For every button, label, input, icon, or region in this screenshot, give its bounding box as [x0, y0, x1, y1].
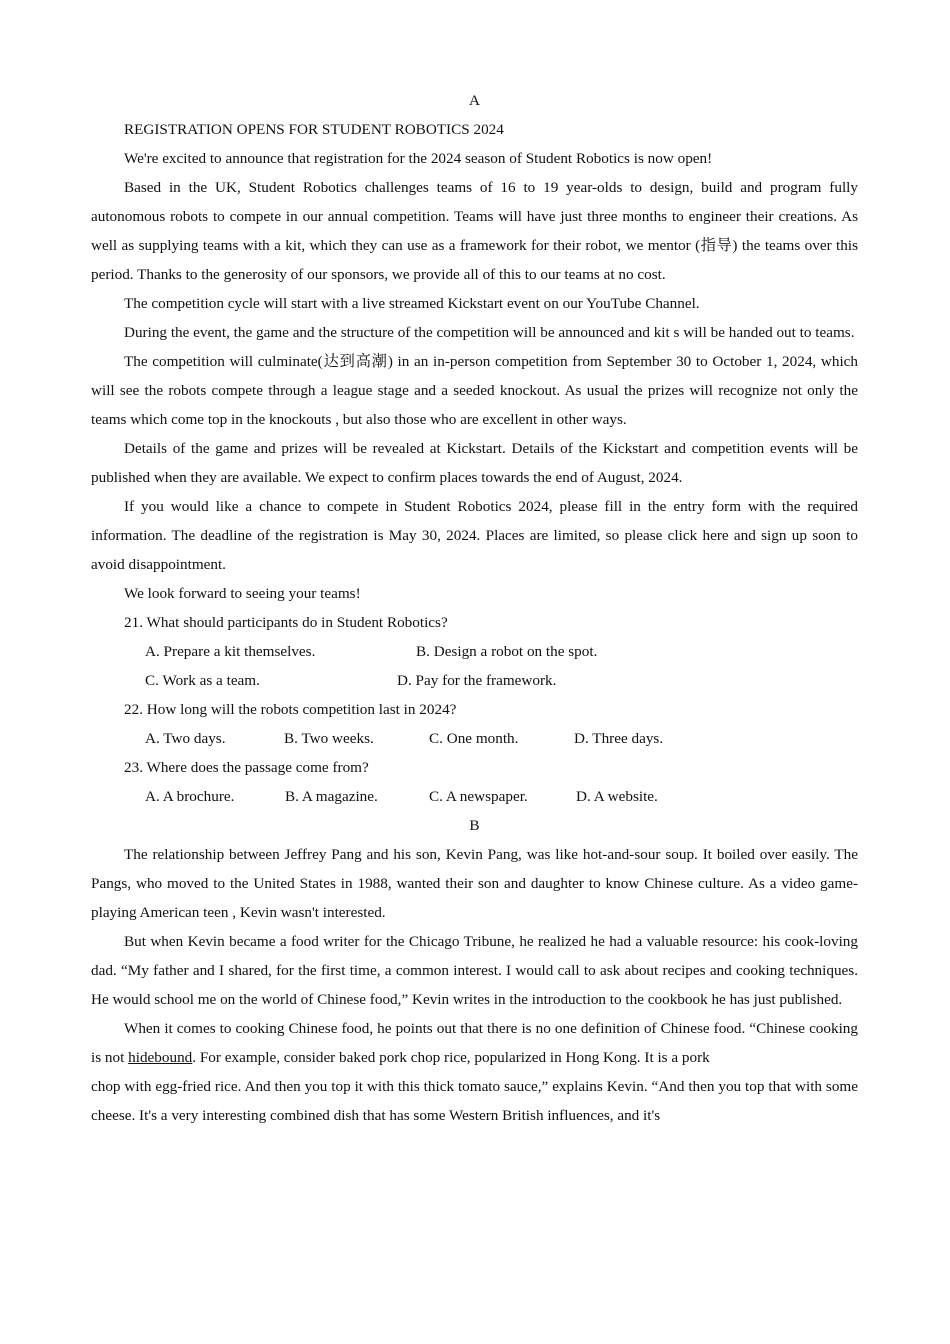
option-d: D. A website. [576, 788, 658, 805]
question-21-options-row1 [91, 637, 858, 666]
option-a: A. A brochure. [145, 788, 235, 805]
paragraph: The competition cycle will start with a live streamed Kickstart event on our YouTube Channel. [124, 295, 700, 312]
option-b: B. A magazine. [285, 788, 378, 805]
question-22-options [91, 724, 858, 753]
paragraph: But when Kevin became a food writer for the Chicago Tribune, he realized he had a valuable resource: his cook-loving dad. “My father and I shared, for the first time, a common interest. I would call to ask about recipes and cooking techniques. He would school me on the world of Chinese food,” Kevin writes in the introduction to the cookbook he has just published. [91, 933, 858, 1008]
question-22: 22. How long will the robots competition last in 2024? [124, 701, 457, 718]
option-c: C. One month. [429, 730, 519, 747]
section-b-heading: B [469, 817, 480, 834]
paragraph-continuation: chop with egg-fried rice. And then you top it with this thick tomato sauce,” explains Kevin. “And then you top that with some cheese. It's a very interesting combined dish that has some Western British influences, and it's [91, 1078, 858, 1124]
question-21-options-row2 [91, 666, 858, 695]
option-d: D. Pay for the framework. [397, 672, 557, 689]
article-title: REGISTRATION OPENS FOR STUDENT ROBOTICS 2024 [124, 121, 504, 138]
option-d: D. Three days. [574, 730, 664, 747]
section-a-heading: A [469, 92, 480, 109]
paragraph: The competition will culminate(达到高潮) in an in-person competition from September 30 to October 1, 2024, which will see the robots compete through a league stage and a seeded knockout. As usual the prizes will recognize not only the teams which come top in the knockouts , but also those who are excellent in other ways. [91, 353, 858, 428]
option-c: C. Work as a team. [145, 672, 260, 689]
question-23: 23. Where does the passage come from? [124, 759, 369, 776]
paragraph: During the event, the game and the structure of the competition will be announced and kit s will be handed out to teams. [124, 324, 855, 341]
paragraph: The relationship between Jeffrey Pang and his son, Kevin Pang, was like hot-and-sour soup. It boiled over easily. The Pangs, who moved to the United States in 1988, wanted their son and daughter to know Chinese culture. As a video game-playing American teen , Kevin wasn't interested. [91, 846, 858, 921]
option-a: A. Two days. [145, 730, 226, 747]
underlined-word: hidebound [128, 1049, 193, 1066]
document-page [91, 86, 858, 1130]
paragraph: If you would like a chance to compete in Student Robotics 2024, please fill in the entry form with the required information. The deadline of the registration is May 30, 2024. Places are limited, so please click here and sign up soon to avoid disappointment. [91, 498, 858, 573]
option-a: A. Prepare a kit themselves. [145, 643, 316, 660]
option-b: B. Design a robot on the spot. [416, 643, 598, 660]
text-run: When it comes to cooking Chinese food, he points out that there is no one definition of Chinese food. “Chinese cooking is not [91, 1020, 858, 1066]
option-b: B. Two weeks. [284, 730, 374, 747]
paragraph: We look forward to seeing your teams! [124, 585, 361, 602]
paragraph: Based in the UK, Student Robotics challenges teams of 16 to 19 year-olds to design, build and program fully autonomous robots to compete in our annual competition. Teams will have just three months to engineer their creations. As well as supplying teams with a kit, which they can use as a framework for their robot, we mentor (指导) the teams over this period. Thanks to the generosity of our sponsors, we provide all of this to our teams at no cost. [91, 179, 858, 283]
paragraph [91, 1014, 858, 1072]
paragraph: We're excited to announce that registration for the 2024 season of Student Robotics is now open! [124, 150, 713, 167]
text-run: . For example, consider baked pork chop rice, popularized in Hong Kong. It is a pork [192, 1049, 710, 1066]
question-23-options [91, 782, 858, 811]
option-c: C. A newspaper. [429, 788, 528, 805]
question-21: 21. What should participants do in Student Robotics? [124, 614, 448, 631]
paragraph: Details of the game and prizes will be revealed at Kickstart. Details of the Kickstart and competition events will be published when they are available. We expect to confirm places towards the end of August, 2024. [91, 440, 858, 486]
